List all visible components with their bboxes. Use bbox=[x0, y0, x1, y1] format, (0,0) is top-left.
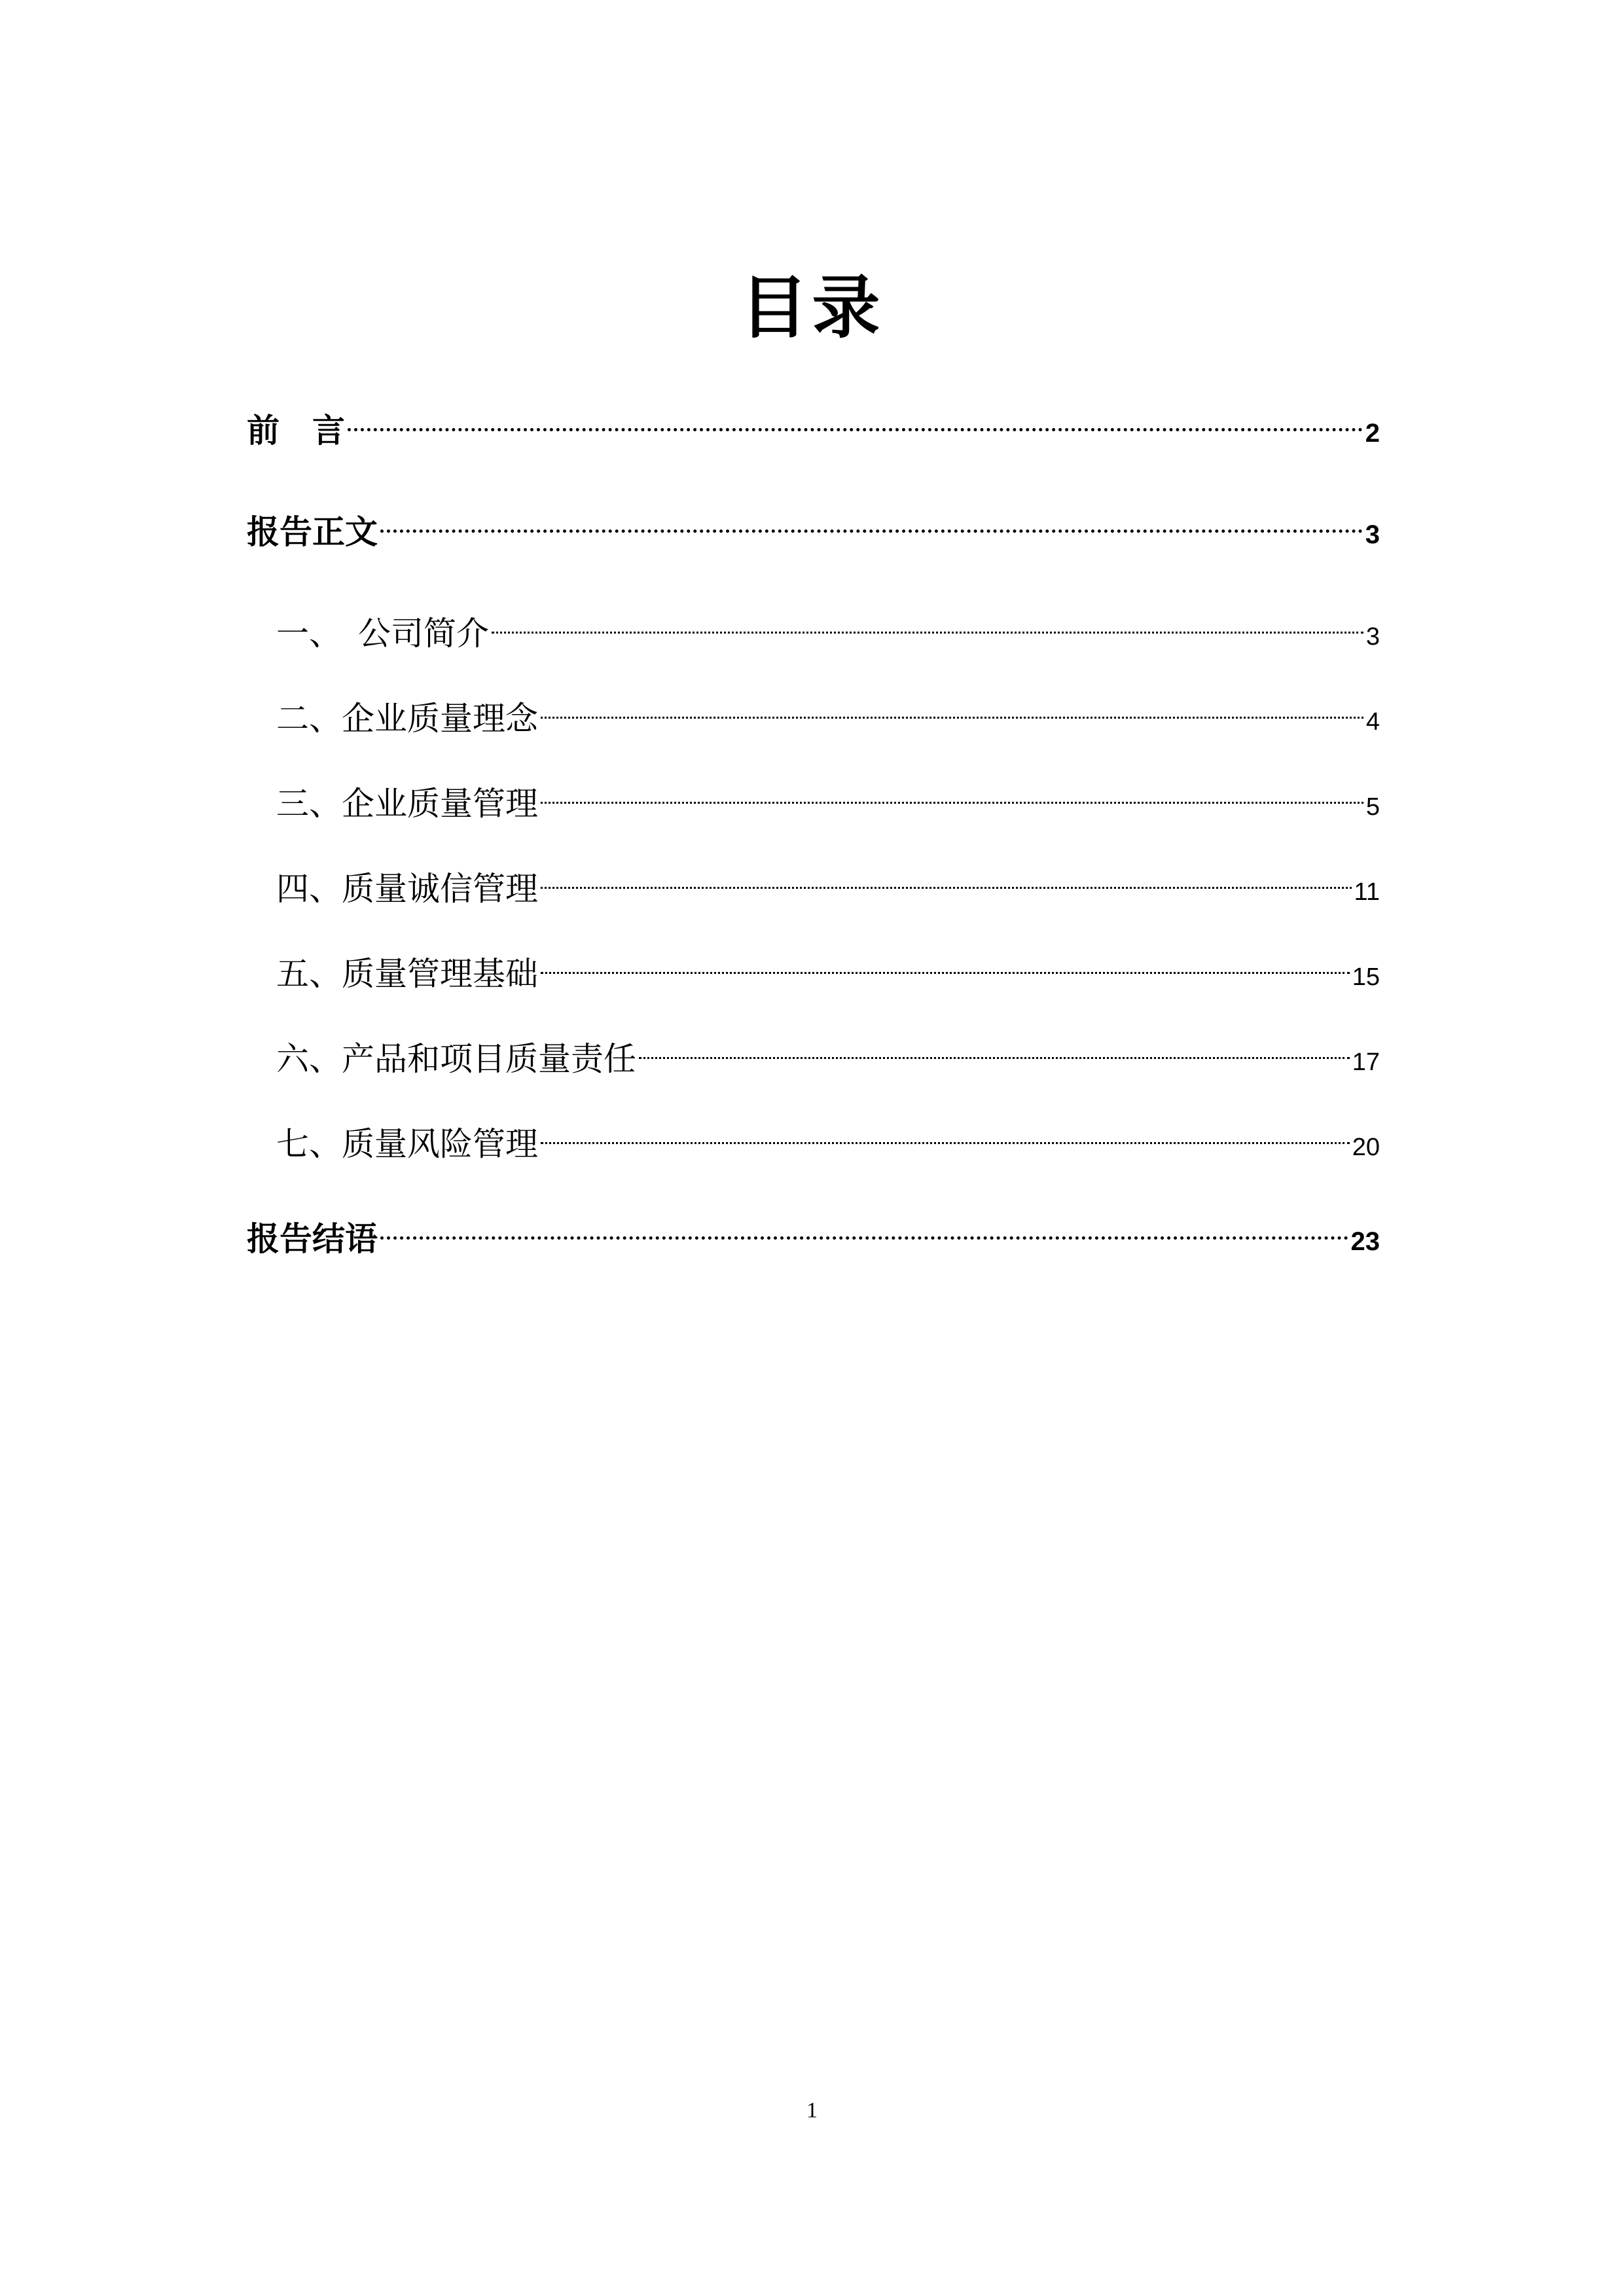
toc-entry-page: 3 bbox=[1365, 623, 1380, 651]
toc-entry-label: 三、企业质量管理 bbox=[276, 785, 538, 823]
toc-entry-label: 一、 公司简介 bbox=[276, 615, 489, 653]
toc-dot-leader bbox=[492, 599, 1363, 645]
toc-dot-leader bbox=[541, 769, 1363, 815]
toc-dot-leader bbox=[541, 684, 1363, 730]
toc-dot-leader bbox=[380, 497, 1363, 543]
toc-entry-label: 二、企业质量理念 bbox=[276, 700, 538, 738]
toc-entry-section-1[interactable] bbox=[276, 599, 1380, 660]
toc-entry-label: 前 言 bbox=[247, 412, 345, 450]
toc-title: 目录 bbox=[740, 267, 884, 348]
toc-entry-page: 15 bbox=[1352, 963, 1380, 991]
toc-entry-section-6[interactable] bbox=[276, 1024, 1380, 1085]
toc-entry-page: 2 bbox=[1365, 419, 1380, 448]
toc-entry-label: 六、产品和项目质量责任 bbox=[276, 1040, 636, 1078]
toc-entry-label: 四、质量诚信管理 bbox=[276, 870, 538, 908]
toc-entry-section-2[interactable] bbox=[276, 684, 1380, 745]
toc-entry-preface[interactable] bbox=[247, 396, 1380, 456]
toc-entry-label: 报告正文 bbox=[247, 513, 378, 551]
toc-entry-page: 3 bbox=[1365, 520, 1380, 549]
toc-entry-section-7[interactable] bbox=[276, 1109, 1380, 1170]
toc-entry-page: 5 bbox=[1365, 793, 1380, 821]
toc-entry-page: 23 bbox=[1350, 1227, 1380, 1256]
toc-dot-leader bbox=[541, 939, 1350, 985]
page-number: 1 bbox=[806, 2098, 818, 2123]
toc-entry-label: 五、质量管理基础 bbox=[276, 955, 538, 993]
toc-entry-section-5[interactable] bbox=[276, 939, 1380, 1000]
toc-dot-leader bbox=[380, 1204, 1348, 1250]
toc-entry-section-3[interactable] bbox=[276, 769, 1380, 830]
toc-entry-label: 报告结语 bbox=[247, 1220, 378, 1258]
toc-dot-leader bbox=[541, 854, 1352, 900]
toc-entry-page: 20 bbox=[1352, 1134, 1380, 1161]
toc-dot-leader bbox=[639, 1024, 1350, 1070]
toc-entry-page: 17 bbox=[1352, 1049, 1380, 1076]
toc-entry-section-4[interactable] bbox=[276, 854, 1380, 915]
toc-entry-label: 七、质量风险管理 bbox=[276, 1125, 538, 1163]
toc-dot-leader bbox=[541, 1109, 1350, 1155]
toc-entry-page: 11 bbox=[1354, 878, 1380, 906]
toc-entry-conclusion[interactable] bbox=[247, 1204, 1380, 1265]
toc-dot-leader bbox=[348, 396, 1363, 442]
toc-entry-page: 4 bbox=[1365, 708, 1380, 736]
toc-entry-report-body[interactable] bbox=[247, 497, 1380, 558]
